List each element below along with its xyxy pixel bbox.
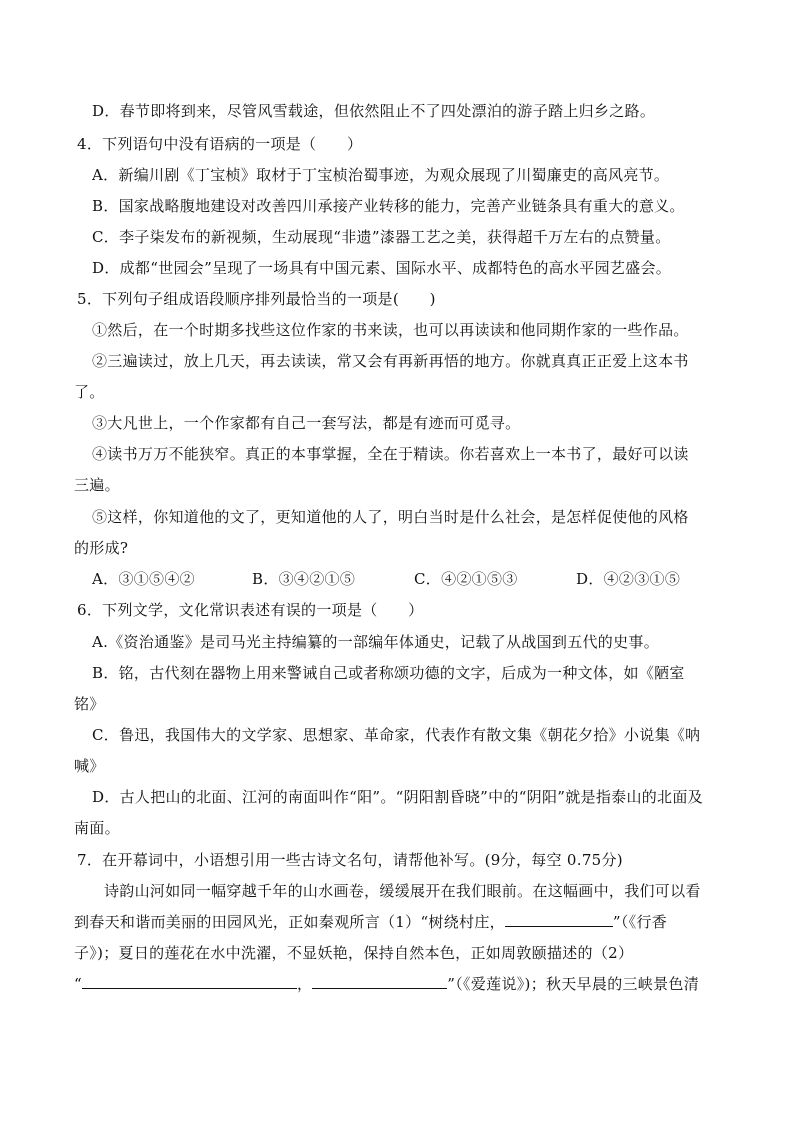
question-3-option-d: D．春节即将到来，尽管风雪载途，但依然阻止不了四处漂泊的游子踏上归乡之路。	[92, 102, 656, 120]
passage-line-2-tail: ”（《行香	[612, 913, 668, 931]
question-6-option-c-line-2: 喊》	[74, 757, 105, 775]
answer-blank-3[interactable]	[312, 974, 447, 989]
question-6-option-d-line-2: 南面。	[74, 819, 120, 837]
question-5-option-c: C．④②①⑤③	[414, 570, 518, 588]
sentence-1: ①然后，在一个时期多找些这位作家的书来读，也可以再读读和他同期作家的一些作品。	[92, 321, 689, 339]
question-6-option-b-line-2: 铭》	[74, 695, 105, 713]
answer-blank-2[interactable]	[82, 974, 297, 989]
question-6-option-c-line-1: C．鲁迅，我国伟大的文学家、思想家、革命家，代表作有散文集《朝花夕拾》小说集《呐	[92, 726, 701, 744]
question-4-option-c: C．李子柒发布的新视频，生动展现“非遗”漆器工艺之美，获得超千万左右的点赞量。	[92, 228, 671, 246]
question-5-option-b: B．③④②①⑤	[252, 570, 356, 588]
question-7-stem: 7．在开幕词中，小语想引用一些古诗文名句，请帮他补写。(9分，每空 0.75分)	[77, 851, 623, 869]
question-6-option-b-line-1: B．铭，古代刻在器物上用来警诫自己或者称颂功德的文字，后成为一种文体，如《陋室	[92, 664, 685, 682]
question-5-stem: 5．下列句子组成语段顺序排列最恰当的一项是( )	[77, 290, 436, 308]
question-4-option-b: B．国家战略腹地建设对改善四川承接产业转移的能力，完善产业链条具有重大的意义。	[92, 197, 685, 215]
question-4-option-a: A．新编川剧《丁宝桢》取材于丁宝桢治蜀事迹，为观众展现了川蜀廉吏的高风亮节。	[92, 166, 670, 184]
question-6-option-a: A.《资治通鉴》是司马光主持编纂的一部编年体通史，记载了从战国到五代的史事。	[92, 633, 660, 651]
sentence-2-line-1: ②三遍读过，放上几天，再去读读，常又会有再新再悟的地方。你就真真正正爱上这本书	[92, 352, 689, 370]
question-6-stem: 6．下列文学，文化常识表述有误的一项是（ ）	[77, 601, 424, 619]
question-5-option-d: D．④②③①⑤	[576, 570, 681, 588]
sentence-5-line-2: 的形成?	[74, 539, 129, 557]
comma: ，	[296, 975, 313, 993]
open-quote: “	[74, 975, 82, 993]
passage-line-4	[74, 974, 699, 994]
question-6-option-d-line-1: D．古人把山的北面、江河的南面叫作“阳”。“阴阳割昏晓”中的“阴阳”就是指泰山的北面及	[92, 788, 703, 806]
question-4-option-d: D．成都“世园会”呈现了一场具有中国元素、国际水平、成都特色的高水平园艺盛会。	[92, 259, 672, 277]
passage-line-2-text: 到春天和谐而美丽的田园风光，正如秦观所言（1）“树绕村庄，	[74, 913, 505, 931]
passage-line-1: 诗韵山河如同一幅穿越千年的山水画卷，缓缓展开在我们眼前。在这幅画中，我们可以看	[104, 882, 701, 900]
answer-blank-1[interactable]	[505, 912, 613, 927]
sentence-5-line-1: ⑤这样，你知道他的文了，更知道他的人了，明白当时是什么社会，是怎样促使他的风格	[92, 508, 689, 526]
sentence-2-line-2: 了。	[74, 383, 105, 401]
passage-line-4-tail: ”（《爱莲说》)；秋天早晨的三峡景色清	[447, 975, 700, 993]
sentence-3: ③大凡世上，一个作家都有自己一套写法，都是有迹而可觅寻。	[92, 414, 521, 432]
passage-line-2	[74, 912, 667, 932]
sentence-4-line-1: ④读书万万不能狭窄。真正的本事掌握，全在于精读。你若喜欢上一本书了，最好可以读	[92, 445, 689, 463]
passage-line-3: 子》)；夏日的莲花在水中洗濯，不显妖艳，保持自然本色，正如周敦颐描述的（2）	[74, 944, 634, 962]
sentence-4-line-2: 三遍。	[74, 476, 120, 494]
question-5-option-a: A．③①⑤④②	[92, 570, 195, 588]
question-4-stem: 4．下列语句中没有语病的一项是（ ）	[77, 135, 363, 153]
